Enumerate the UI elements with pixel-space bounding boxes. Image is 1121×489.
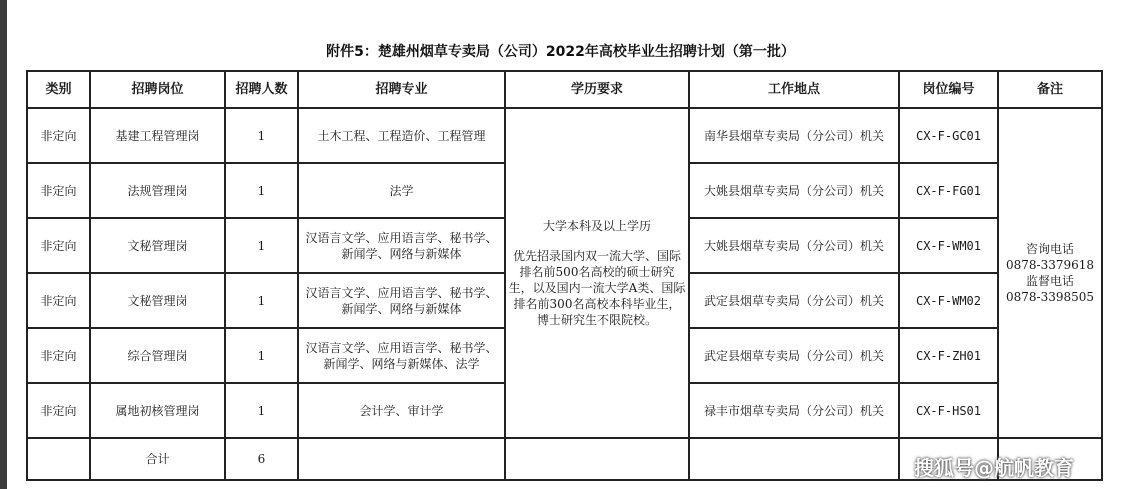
major-cell: 汉语言文学、应用语言学、秘书学、新闻学、网络与新媒体	[298, 273, 505, 328]
header-row	[27, 71, 1102, 108]
table-row	[27, 108, 1102, 163]
recruitment-table	[26, 70, 1103, 481]
position-cell: 基建工程管理岗	[90, 108, 225, 163]
education-priority: 优先招录国内双一流大学、国际排名前500名高校的硕士研究生，以及国内一流大学A类、国际排名前300名高校本科毕业生，博士研究生不限院校。	[508, 249, 686, 327]
watermark: 搜狐号@航帆教育	[914, 456, 1074, 480]
supervise-phone: 0878-3398505	[1005, 290, 1095, 304]
header-code: 岗位编号	[899, 71, 998, 108]
count-cell: 1	[225, 163, 298, 218]
page-edge-bar	[0, 0, 7, 489]
total-empty-cell	[298, 438, 505, 480]
category-cell: 非定向	[27, 383, 90, 438]
consult-label: 咨询电话	[1025, 242, 1074, 256]
code-cell: CX-F-GC01	[899, 108, 998, 163]
code-cell: CX-F-WM01	[899, 218, 998, 273]
header-education: 学历要求	[505, 71, 689, 108]
header-position: 招聘岗位	[90, 71, 225, 108]
total-count: 6	[225, 438, 298, 480]
supervise-label: 监督电话	[1025, 274, 1074, 288]
position-cell: 文秘管理岗	[90, 218, 225, 273]
total-empty-cell	[689, 438, 899, 480]
category-cell: 非定向	[27, 218, 90, 273]
major-cell: 汉语言文学、应用语言学、秘书学、新闻学、网络与新媒体	[298, 218, 505, 273]
header-count: 招聘人数	[225, 71, 298, 108]
header-category: 类别	[27, 71, 90, 108]
category-cell: 非定向	[27, 328, 90, 383]
location-cell: 大姚县烟草专卖局（分公司）机关	[689, 163, 899, 218]
location-cell: 禄丰市烟草专卖局（分公司）机关	[689, 383, 899, 438]
count-cell: 1	[225, 273, 298, 328]
count-cell: 1	[225, 218, 298, 273]
code-cell: CX-F-ZH01	[899, 328, 998, 383]
position-cell: 综合管理岗	[90, 328, 225, 383]
category-cell: 非定向	[27, 108, 90, 163]
major-cell: 汉语言文学、应用语言学、秘书学、新闻学、网络与新媒体、法学	[298, 328, 505, 383]
count-cell: 1	[225, 328, 298, 383]
education-cell	[505, 108, 689, 438]
category-cell: 非定向	[27, 273, 90, 328]
code-cell: CX-F-WM02	[899, 273, 998, 328]
total-empty-cell	[505, 438, 689, 480]
note-cell	[998, 108, 1102, 438]
document-title: 附件5：楚雄州烟草专卖局（公司）2022年高校毕业生招聘计划（第一批）	[326, 44, 795, 60]
count-cell: 1	[225, 108, 298, 163]
education-gap	[508, 234, 686, 248]
location-cell: 大姚县烟草专卖局（分公司）机关	[689, 218, 899, 273]
education-degree: 大学本科及以上学历	[542, 219, 651, 233]
consult-phone: 0878-3379618	[1005, 258, 1095, 272]
header-major: 招聘专业	[298, 71, 505, 108]
total-label: 合计	[90, 438, 225, 480]
location-cell: 武定县烟草专卖局（分公司）机关	[689, 328, 899, 383]
total-empty-cell	[27, 438, 90, 480]
location-cell: 武定县烟草专卖局（分公司）机关	[689, 273, 899, 328]
code-cell: CX-F-FG01	[899, 163, 998, 218]
major-cell: 会计学、审计学	[298, 383, 505, 438]
major-cell: 法学	[298, 163, 505, 218]
header-location: 工作地点	[689, 71, 899, 108]
header-note: 备注	[998, 71, 1102, 108]
position-cell: 属地初核管理岗	[90, 383, 225, 438]
position-cell: 法规管理岗	[90, 163, 225, 218]
code-cell: CX-F-HS01	[899, 383, 998, 438]
category-cell: 非定向	[27, 163, 90, 218]
position-cell: 文秘管理岗	[90, 273, 225, 328]
major-cell: 土木工程、工程造价、工程管理	[298, 108, 505, 163]
location-cell: 南华县烟草专卖局（分公司）机关	[689, 108, 899, 163]
count-cell: 1	[225, 383, 298, 438]
